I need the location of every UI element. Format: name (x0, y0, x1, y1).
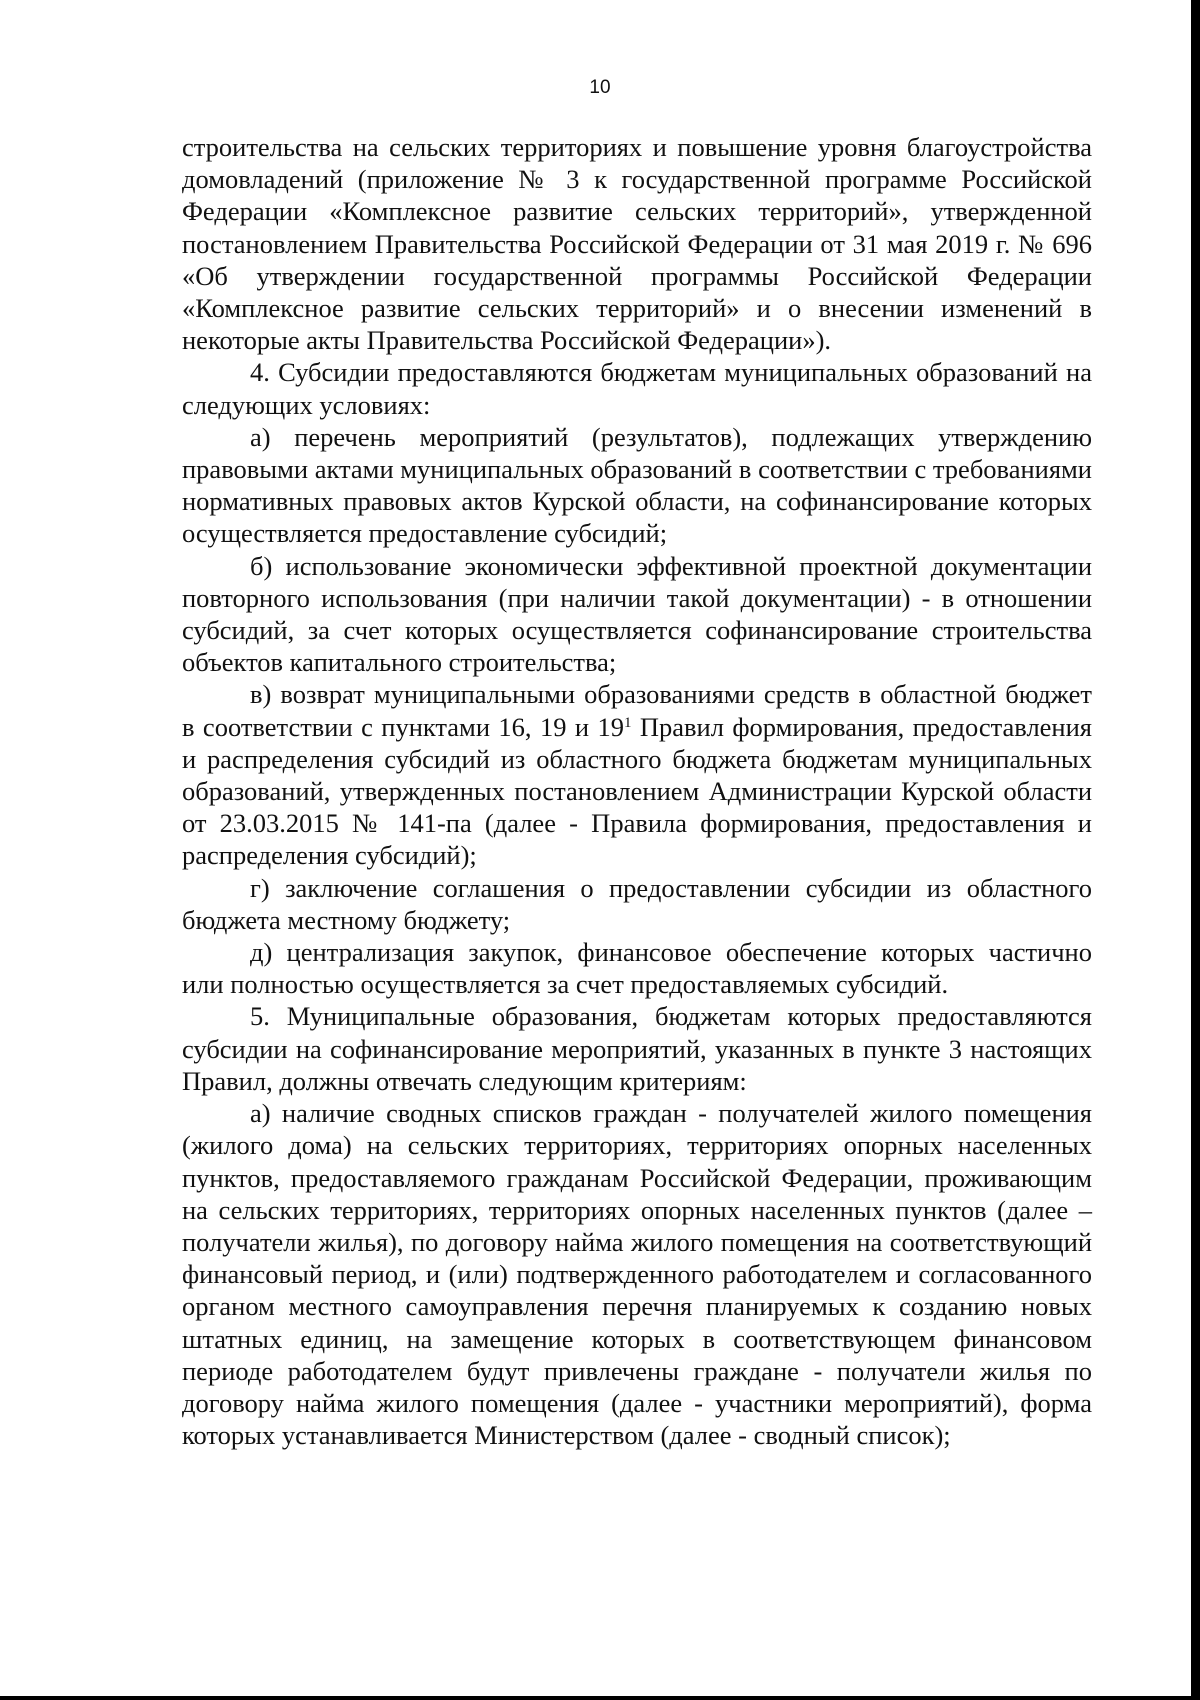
document-body (182, 131, 1092, 1451)
paragraph-item-4a: а) перечень мероприятий (результатов), подлежащих утверждению правовыми актами муниципальных образований в соответствии с требованиями нормативных правовых актов Курской области, на софинансирование которых осуществляется предоставление субсидий; (182, 421, 1092, 549)
superscript-marker: 1 (623, 714, 632, 731)
page-number: 10 (589, 77, 611, 98)
scan-border-right (1191, 0, 1200, 1700)
paragraph-item-4g: г) заключение соглашения о предоставлении субсидии из областного бюджета местному бюджету; (182, 872, 1092, 935)
paragraph-item-4: 4. Субсидии предоставляются бюджетам муниципальных образований на следующих условиях: (182, 357, 1092, 420)
paragraph-continuation: строительства на сельских территориях и повышение уровня благоустройства домовладений (приложение № 3 к государственной программе Российской Федерации «Комплексное развитие сельских территорий», утвержденной постановлением Правительства Российской Федерации от 31 мая 2019 г. № 696 «Об утверждении государственной программы Российской Федерации «Комплексное развитие сельских территорий» и о внесении изменений в некоторые акты Правительства Российской Федерации»). (182, 132, 1092, 356)
paragraph-item-5a: а) наличие сводных списков граждан - получателей жилого помещения (жилого дома) на сельских территориях, территориях опорных населенных пунктов, предоставляемого гражданам Российской Федерации, проживающим на сельских территориях, территориях опорных населенных пунктов (далее – получатели жилья), по договору найма жилого помещения на соответствующий финансовый период, и (или) подтвержденного работодателем и согласованного органом местного самоуправления перечня планируемых к созданию новых штатных единиц, на замещение которых в соответствующем финансовом периоде работодателем будут привлечены граждане - получатели жилья по договору найма жилого помещения (далее - участники мероприятий), форма которых устанавливается Министерством (далее - сводный список); (182, 1098, 1092, 1451)
paragraph-item-5: 5. Муниципальные образования, бюджетам которых предоставляются субсидии на софинансирование мероприятий, указанных в пункте 3 настоящих Правил, должны отвечать следующим критериям: (182, 1001, 1092, 1096)
paragraph-item-4v-text-end: Правил формирования, предоставления и распределения субсидий из областного бюджета бюджетам муниципальных образований, утвержденных постановлением Администрации Курской области от 23.03.2015 № 141-па (далее - Правила формирования, предоставления и распределения субсидий); (182, 711, 1092, 871)
paragraph-item-4d: д) централизация закупок, финансовое обеспечение которых частично или полностью осуществляется за счет предоставляемых субсидий. (182, 937, 1092, 1000)
paragraph-item-4v (182, 678, 1092, 871)
paragraph-item-4v-text-start: в) возврат муниципальными образованиями средств в областной бюджет в соответствии с пунктами 16, 19 и 19 (182, 679, 1092, 742)
paragraph-item-4b: б) использование экономически эффективной проектной документации повторного использования (при наличии такой документации) - в отношении субсидий, за счет которых осуществляется софинансирование строительства объектов капитального строительства; (182, 550, 1092, 678)
scan-border-bottom (0, 1696, 1200, 1700)
